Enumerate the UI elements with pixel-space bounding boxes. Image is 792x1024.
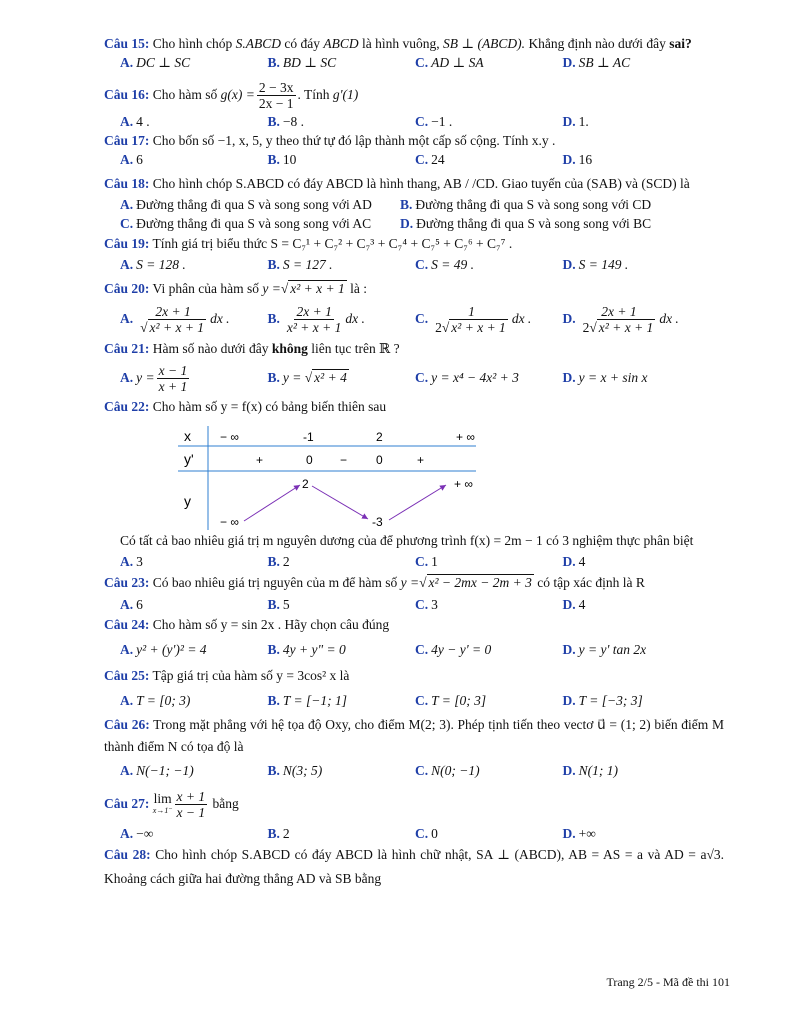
question-number: Câu 19: [104, 236, 150, 251]
stem-text: là : [350, 281, 367, 296]
option-text: 2 [282, 826, 290, 841]
stem-emphasis: không [271, 341, 308, 356]
option-label: D. [562, 763, 576, 778]
question-number: Câu 24: [104, 617, 150, 632]
denominator: 2x − 1 [258, 96, 294, 112]
question-25 [104, 664, 724, 688]
radicand: x² − 2mx − 2m + 3 [428, 575, 532, 590]
options-27 [104, 824, 724, 843]
fraction [285, 304, 344, 335]
question-22 [104, 396, 724, 418]
stem-math: y = [400, 575, 420, 590]
yp-val: − [340, 453, 348, 467]
option-d[interactable] [547, 53, 695, 72]
question-number: Câu 18: [104, 176, 150, 191]
option-label: D. [562, 693, 576, 708]
variation-table [104, 424, 724, 529]
option-d[interactable] [547, 636, 695, 664]
question-19 [104, 233, 724, 255]
question-18 [104, 173, 724, 195]
option-b[interactable] [252, 688, 400, 714]
option-text: 1 [431, 554, 438, 569]
option-label: C. [415, 554, 429, 569]
stem-text: Tính giá trị biểu thức S = C₇¹ + C₇² + C₇³ + C₇⁴ + C₇⁵ + C₇⁶ + C₇⁷ . [152, 236, 513, 251]
option-label: B. [267, 826, 280, 841]
stem-math: SB ⊥ (ABCD). [443, 36, 526, 51]
option-c[interactable] [399, 688, 547, 714]
question-28 [104, 843, 724, 891]
option-text: y² + (y')² = 4 [136, 642, 207, 657]
question-number: Câu 25: [104, 668, 150, 683]
stem-text: Trong mặt phẳng với hệ tọa độ Oxy, cho điểm M(2; 3). Phép tịnh tiến theo vectơ u⃗ = (1; 2) biến điểm M thành điểm N có tọa độ là [104, 717, 724, 754]
numerator: 1 [468, 304, 475, 320]
denominator: x − 1 [176, 805, 206, 821]
stem-math: y = [262, 281, 281, 296]
numerator: 2x + 1 [601, 304, 637, 320]
denominator: x² + x + 1 [451, 320, 506, 336]
arrow-up-2 [389, 485, 446, 520]
fraction [175, 789, 208, 820]
option-a[interactable] [104, 255, 252, 274]
option-text: T = [−3; 3] [578, 693, 643, 708]
option-text: 6 [136, 597, 143, 612]
option-text: 4 [578, 597, 586, 612]
question-number: Câu 15: [104, 36, 150, 51]
stem-math: S.ABCD [235, 36, 282, 51]
question-number: Câu 28: [104, 847, 151, 862]
option-text: −∞ [136, 826, 154, 841]
option-label: A. [120, 311, 134, 326]
numerator: x − 1 [158, 363, 188, 379]
option-d[interactable] [547, 552, 695, 571]
option-d[interactable] [547, 824, 695, 843]
option-c[interactable] [399, 150, 547, 169]
option-text: S = 49 . [431, 257, 474, 272]
option-label: B. [267, 554, 280, 569]
option-d[interactable] [547, 300, 695, 338]
option-c[interactable] [399, 255, 547, 274]
option-text: Đường thẳng đi qua S và song song với CD [415, 197, 652, 212]
denominator: x² + x + 1 [149, 320, 205, 336]
option-text: y = x + sin x [578, 370, 648, 385]
option-text: 5 [282, 597, 290, 612]
option-b[interactable] [252, 636, 400, 664]
option-label: C. [415, 370, 429, 385]
option-label: A. [120, 55, 134, 70]
option-label: A. [120, 152, 134, 167]
option-c[interactable] [399, 112, 547, 131]
option-text: +∞ [578, 826, 596, 841]
option-a[interactable] [104, 636, 252, 664]
option-b[interactable] [252, 595, 400, 614]
stem-text: Cho hình chóp S.ABCD có đáy ABCD là hình chữ nhật, SA ⊥ (ABCD), AB = AS = a và AD = a√3. Khoảng cách giữa hai đường thẳng AD và SB bằng [104, 847, 725, 886]
option-b[interactable] [252, 758, 400, 784]
option-c[interactable] [399, 360, 547, 396]
option-a[interactable] [104, 150, 252, 169]
question-17 [104, 131, 724, 150]
variation-table-svg [104, 424, 724, 534]
option-a[interactable] [104, 688, 252, 714]
option-label: B. [267, 311, 280, 326]
option-label: C. [415, 311, 429, 326]
yp-label: y' [184, 451, 194, 467]
option-label: C. [415, 597, 429, 612]
question-number: Câu 27: [104, 796, 150, 811]
numerator: 2 − 3x [258, 80, 294, 96]
option-text: 4y + y" = 0 [282, 642, 346, 657]
numerator: 2x + 1 [155, 304, 191, 320]
option-label: C. [415, 826, 429, 841]
option-label: A. [120, 114, 134, 129]
exam-page [104, 34, 724, 891]
question-20 [104, 278, 724, 300]
stem-text: có tập xác định là R [537, 575, 645, 590]
option-d[interactable] [547, 255, 695, 274]
x-val: + ∞ [456, 430, 475, 444]
option-text: 2 [282, 554, 290, 569]
question-16 [104, 78, 724, 112]
option-text: DC ⊥ SC [136, 55, 191, 70]
option-text: −1 . [431, 114, 453, 129]
option-label: B. [267, 597, 280, 612]
option-a[interactable] [104, 360, 252, 396]
option-c[interactable] [104, 214, 400, 233]
option-label: A. [120, 554, 134, 569]
limit [152, 790, 173, 817]
options-22 [104, 552, 724, 571]
question-number: Câu 22: [104, 399, 150, 414]
stem-emphasis: sai? [669, 36, 692, 51]
option-c[interactable] [399, 300, 547, 338]
fraction [138, 304, 208, 335]
option-a[interactable] [104, 300, 252, 338]
option-text: 24 [431, 152, 445, 167]
stem-math: ABCD [323, 36, 359, 51]
question-21 [104, 338, 724, 360]
denominator: x² + x + 1 [286, 320, 342, 336]
option-a[interactable] [104, 112, 252, 131]
option-c[interactable] [399, 758, 547, 784]
den-coef: 2 [435, 320, 442, 336]
stem-text: Có tất cả bao nhiêu giá trị m nguyên dương của để phương trình f(x) = 2m − 1 có 3 nghiệm thực phân biệt [120, 533, 694, 548]
option-text: T = [0; 3) [136, 693, 191, 708]
yp-val: 0 [306, 453, 313, 467]
option-a[interactable] [104, 824, 252, 843]
option-label: D. [562, 370, 576, 385]
option-text: AD ⊥ SA [431, 55, 484, 70]
radicand: x² + x + 1 [290, 281, 345, 296]
option-label: D. [400, 216, 414, 231]
options-24 [104, 636, 724, 664]
stem-text: Cho bốn số −1, x, 5, y theo thứ tự đó lập thành một cấp số cộng. Tính x.y . [152, 133, 556, 148]
radicand: x² + 4 [314, 370, 347, 385]
option-b[interactable] [252, 360, 400, 396]
option-text: dx . [511, 311, 532, 326]
option-text: 4y − y' = 0 [431, 642, 492, 657]
question-23 [104, 571, 724, 595]
lim-text: lim [153, 790, 172, 806]
option-label: A. [120, 197, 134, 212]
option-label: A. [120, 693, 134, 708]
question-number: Câu 16: [104, 87, 150, 102]
option-d[interactable] [547, 150, 695, 169]
y-val: -3 [372, 515, 383, 529]
yp-val: + [417, 453, 425, 467]
option-label: A. [120, 257, 134, 272]
option-text: 6 [136, 152, 143, 167]
option-text: S = 127 . [282, 257, 333, 272]
option-b[interactable] [252, 112, 400, 131]
stem-text: Tập giá trị của hàm số y = 3cos² x là [152, 668, 350, 683]
option-text: 0 [431, 826, 438, 841]
option-text: N(0; −1) [431, 763, 480, 778]
fraction [433, 304, 510, 335]
option-label: B. [267, 370, 280, 385]
question-27 [104, 784, 724, 824]
option-label: B. [267, 152, 280, 167]
options-15 [104, 53, 724, 72]
fraction [157, 363, 190, 394]
options-25 [104, 688, 724, 714]
option-label: D. [562, 311, 576, 326]
option-label: B. [267, 257, 280, 272]
yp-val: + [256, 453, 264, 467]
y-val: − ∞ [220, 515, 239, 529]
option-text: SB ⊥ AC [578, 55, 631, 70]
option-text: 3 [136, 554, 143, 569]
question-number: Câu 23: [104, 575, 150, 590]
option-text: y = [136, 370, 155, 385]
x-label: x [184, 428, 191, 444]
option-label: C. [415, 693, 429, 708]
stem-text: Cho hàm số y = sin 2x . Hãy chọn câu đúng [152, 617, 390, 632]
y-val: 2 [302, 477, 309, 491]
stem-text: có đáy [284, 36, 320, 51]
option-c[interactable] [399, 552, 547, 571]
option-a[interactable] [104, 552, 252, 571]
option-b[interactable] [252, 552, 400, 571]
y-label: y [184, 493, 191, 509]
option-text: S = 149 . [578, 257, 629, 272]
option-label: C. [415, 55, 429, 70]
option-d[interactable] [547, 688, 695, 714]
stem-text: liên tục trên ℝ ? [311, 341, 400, 356]
option-text: N(3; 5) [282, 763, 323, 778]
stem-text: Cho hình chóp [152, 36, 233, 51]
y-val: + ∞ [454, 477, 473, 491]
option-c[interactable] [399, 824, 547, 843]
stem-text: bằng [212, 796, 239, 811]
option-text: N(−1; −1) [136, 763, 194, 778]
option-text: −8 . [282, 114, 305, 129]
option-d[interactable] [547, 360, 695, 396]
option-label: C. [415, 763, 429, 778]
page-footer: Trang 2/5 - Mã đề thi 101 [606, 975, 730, 989]
denominator: x² + x + 1 [598, 320, 654, 336]
option-label: D. [562, 826, 576, 841]
arrow-up-1 [244, 485, 300, 521]
stem-math: g'(1) [332, 87, 359, 102]
options-23 [104, 595, 724, 614]
options-18 [104, 195, 724, 233]
stem-text: Cho hàm số y = f(x) có bảng biến thiên sau [152, 399, 387, 414]
sqrt-sign [419, 575, 426, 590]
stem-text: Hàm số nào dưới đây [152, 341, 269, 356]
stem-text: Khẳng định nào dưới đây [528, 36, 666, 51]
option-label: A. [120, 826, 134, 841]
option-text: dx . [659, 311, 679, 326]
option-text: T = [−1; 1] [282, 693, 348, 708]
option-b[interactable] [252, 53, 400, 72]
fraction [257, 80, 296, 111]
option-text: Đường thẳng đi qua S và song song với AC [136, 216, 372, 231]
option-b[interactable] [252, 824, 400, 843]
option-label: D. [562, 597, 576, 612]
option-a[interactable] [104, 758, 252, 784]
options-17 [104, 150, 724, 169]
option-label: C. [415, 114, 429, 129]
yp-val: 0 [376, 453, 383, 467]
x-val: 2 [376, 430, 383, 444]
stem-text: là hình vuông, [362, 36, 440, 51]
option-label: C. [415, 152, 429, 167]
option-label: A. [120, 642, 134, 657]
stem-math: g(x) = [220, 87, 255, 102]
option-text: 16 [578, 152, 593, 167]
lim-subscript: x→1⁻ [152, 805, 173, 815]
option-label: D. [562, 114, 576, 129]
option-text: y = [282, 370, 302, 385]
options-26 [104, 758, 724, 784]
option-text: S = 128 . [136, 257, 186, 272]
option-text: 10 [282, 152, 297, 167]
option-text: dx . [210, 311, 230, 326]
question-number: Câu 17: [104, 133, 150, 148]
option-label: D. [562, 642, 576, 657]
option-d[interactable] [547, 112, 695, 131]
option-label: D. [562, 554, 576, 569]
option-label: A. [120, 597, 134, 612]
option-label: B. [400, 197, 413, 212]
numerator: x + 1 [176, 789, 206, 805]
option-b[interactable] [252, 255, 400, 274]
option-c[interactable] [399, 636, 547, 664]
option-a[interactable] [104, 53, 252, 72]
option-text: BD ⊥ SC [282, 55, 337, 70]
option-label: B. [267, 114, 280, 129]
option-a[interactable] [104, 595, 252, 614]
option-b[interactable] [400, 195, 696, 214]
question-15 [104, 34, 724, 53]
option-label: B. [267, 642, 280, 657]
option-text: 1. [578, 114, 589, 129]
option-text: y = y' tan 2x [578, 642, 647, 657]
option-text: Đường thẳng đi qua S và song song với AD [136, 197, 372, 212]
question-number: Câu 21: [104, 341, 150, 356]
option-text: dx . [345, 311, 365, 326]
options-20 [104, 300, 724, 338]
option-label: C. [415, 642, 429, 657]
option-text: N(1; 1) [578, 763, 618, 778]
question-number: Câu 20: [104, 281, 150, 296]
option-label: B. [267, 763, 280, 778]
fraction [581, 304, 658, 335]
den-coef: 2 [582, 320, 590, 336]
option-label: C. [415, 257, 429, 272]
stem-text: Có bao nhiêu giá trị nguyên của m để hàm số [152, 575, 398, 590]
option-label: D. [562, 152, 576, 167]
numerator: 2x + 1 [296, 304, 332, 320]
option-label: D. [562, 257, 576, 272]
options-19 [104, 255, 724, 274]
stem-text: Cho hình chóp S.ABCD có đáy ABCD là hình thang, AB / /CD. Giao tuyến của (SAB) và (SCD) là [152, 176, 690, 191]
question-24 [104, 614, 724, 636]
options-16 [104, 112, 724, 131]
option-label: D. [562, 55, 576, 70]
option-d[interactable] [547, 595, 695, 614]
option-text: y = x⁴ − 4x² + 3 [431, 370, 519, 385]
option-text: 4 [578, 554, 586, 569]
option-a[interactable] [104, 195, 400, 214]
option-text: 3 [431, 597, 438, 612]
question-number: Câu 26: [104, 717, 150, 732]
option-label: B. [267, 693, 280, 708]
option-label: C. [120, 216, 134, 231]
option-label: A. [120, 763, 134, 778]
denominator: x + 1 [158, 379, 188, 395]
question-26 [104, 714, 724, 758]
option-text: 4 . [136, 114, 150, 129]
option-b[interactable] [252, 150, 400, 169]
option-label: A. [120, 370, 134, 385]
stem-text: Cho hàm số [152, 87, 218, 102]
option-text: T = [0; 3] [431, 693, 487, 708]
option-d[interactable] [400, 214, 696, 233]
stem-text: . Tính [297, 87, 330, 102]
option-c[interactable] [399, 53, 547, 72]
option-text: Đường thẳng đi qua S và song song với BC [416, 216, 652, 231]
arrow-down [312, 486, 368, 519]
option-c[interactable] [399, 595, 547, 614]
options-21 [104, 360, 724, 396]
option-d[interactable] [547, 758, 695, 784]
x-val: -1 [303, 430, 314, 444]
x-val: − ∞ [220, 430, 239, 444]
stem-text: Vi phân của hàm số [152, 281, 259, 296]
option-label: B. [267, 55, 280, 70]
option-b[interactable] [252, 300, 400, 338]
